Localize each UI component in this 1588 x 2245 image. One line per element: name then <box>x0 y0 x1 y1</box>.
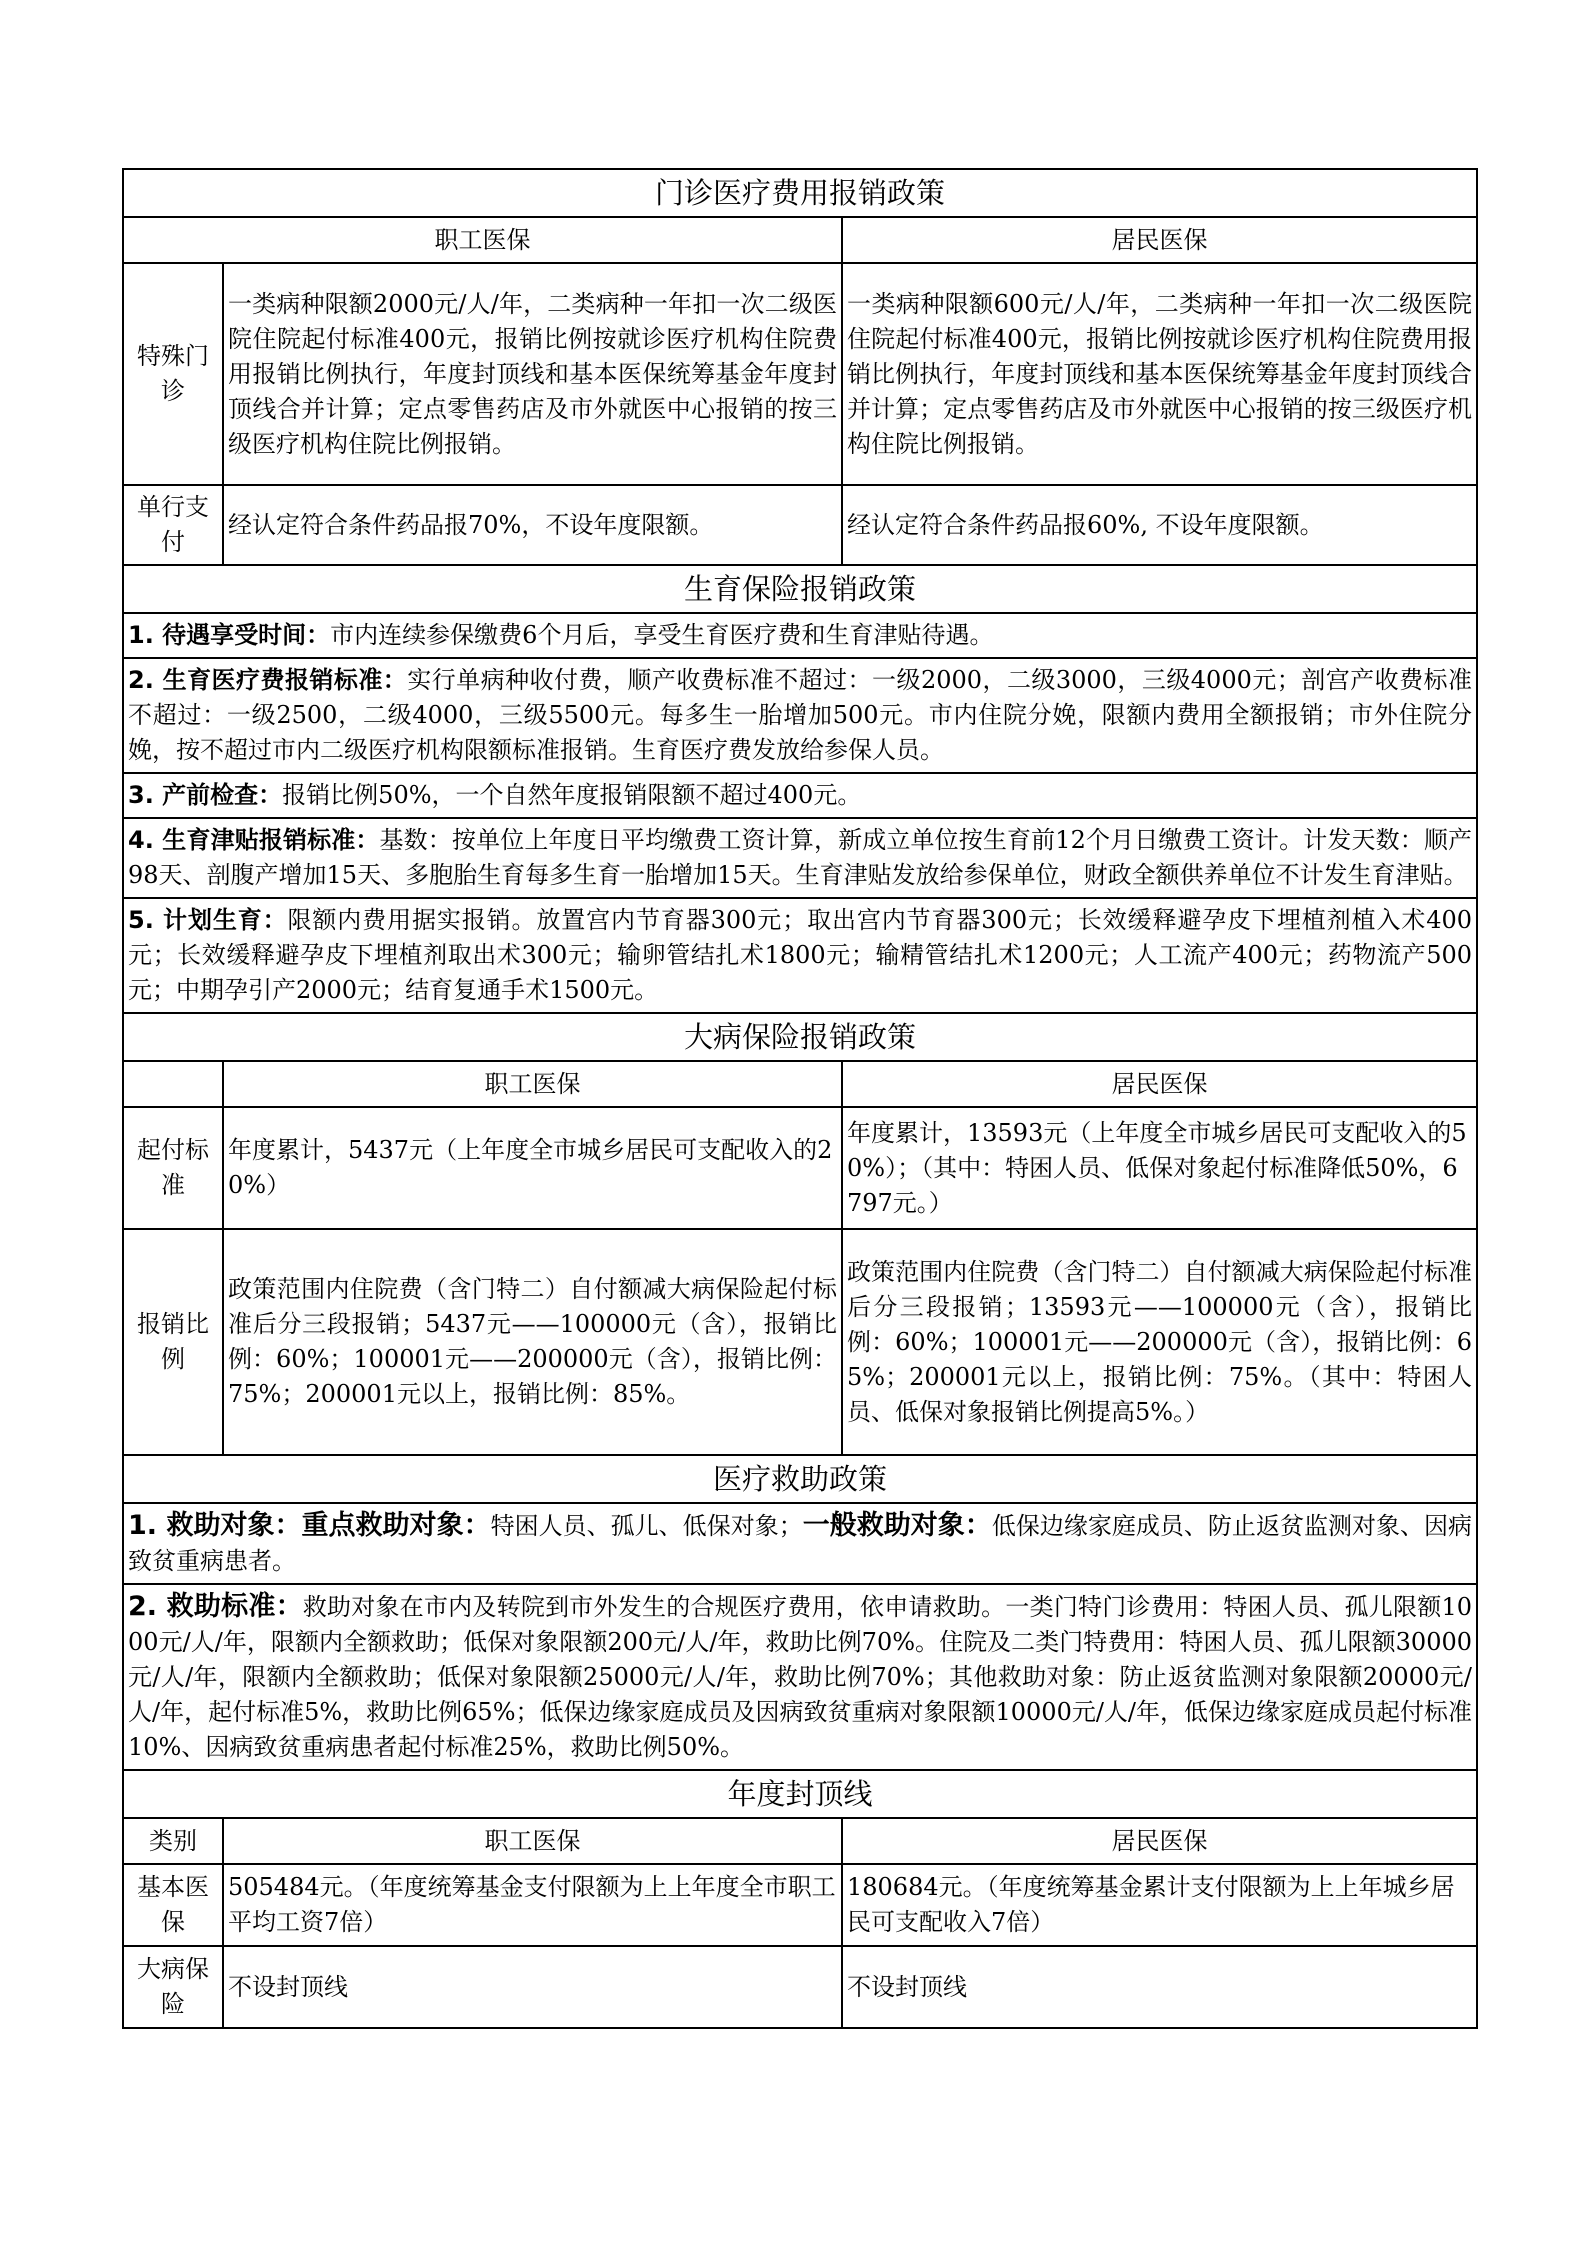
section-title-outpatient: 门诊医疗费用报销政策 <box>123 169 1477 217</box>
row-deductible <box>123 1107 1477 1229</box>
assistance-text: 救助对象在市内及转院到市外发生的合规医疗费用，依申请救助。一类门特门诊费用：特困人员、孤儿限额1000元/人/年，限额内全额救助；低保对象限额200元/人/年，救助比例70%。住院及二类门特费用：特困人员、孤儿限额30000元/人/年，限额内全额救助；低保对象限额25000元/人/年，救助比例70%；其他救助对象：防止返贫监测对象限额20000元/人/年，起付标准5%，救助比例65%；低保边缘家庭成员及因病致贫重病对象限额10000元/人/年，低保边缘家庭成员起付标准10%、因病致贫重病患者起付标准25%，救助比例50%。 <box>128 1593 1473 1761</box>
section-title-maternity: 生育保险报销政策 <box>123 565 1477 613</box>
cell-deductible-resident: 年度累计，13593元（上年度全市城乡居民可支配收入的50%）；（其中：特困人员、低保对象起付标准降低50%，6797元。） <box>842 1107 1477 1229</box>
assistance-item-1 <box>123 1503 1477 1584</box>
maternity-item-row <box>123 658 1477 773</box>
cell-special-employee: 一类病种限额2000元/人/年，二类病种一年扣一次二级医院住院起付标准400元，报销比例按就诊医疗机构住院费用报销比例执行，年度封顶线和基本医保统筹基金年度封顶线合并计算；定点零售药店及市外就医中心报销的按三级医疗机构住院比例报销。 <box>223 263 842 485</box>
maternity-item-text: 限额内费用据实报销。放置宫内节育器300元；取出宫内节育器300元；长效缓释避孕皮下埋植剂植入术400元；长效缓释避孕皮下埋植剂取出术300元；输卵管结扎术1800元；输精管结扎术1200元；人工流产400元；药物流产500元；中期孕引产2000元；结育复通手术1500元。 <box>128 906 1473 1004</box>
row-basic-cap <box>123 1864 1477 1946</box>
cell-critical-employee: 不设封顶线 <box>223 1946 842 2028</box>
column-header-resident: 居民医保 <box>842 1818 1477 1864</box>
maternity-item-label: 5. 计划生育： <box>128 906 288 934</box>
row-label-basic: 基本医保 <box>123 1864 223 1946</box>
column-header-employee: 职工医保 <box>123 217 842 263</box>
column-header-resident: 居民医保 <box>842 217 1477 263</box>
assistance-text: 低保边缘家庭成员、防止返贫监测对象、因病致贫重病患者。 <box>128 1512 1473 1575</box>
row-critical-cap <box>123 1946 1477 2028</box>
assistance-item-row <box>123 1503 1477 1584</box>
maternity-item-text: 实行单病种收付费，顺产收费标准不超过：一级2000，二级3000，三级4000元；剖宫产收费标准不超过：一级2500，二级4000，三级5500元。每多生一胎增加500元。市内住院分娩，限额内费用全额报销；市外住院分娩，按不超过市内二级医疗机构限额标准报销。生育医疗费发放给参保人员。 <box>128 666 1473 764</box>
assistance-label: 2. 救助标准： <box>128 1591 303 1622</box>
maternity-item-5 <box>123 898 1477 1013</box>
maternity-item-label: 3. 产前检查： <box>128 781 283 809</box>
column-header-category: 类别 <box>123 1818 223 1864</box>
maternity-item-row <box>123 898 1477 1013</box>
row-label-critical: 大病保险 <box>123 1946 223 2028</box>
maternity-item-text: 基数：按单位上年度日平均缴费工资计算，新成立单位按生育前12个月日缴费工资计。计发天数：顺产98天、剖腹产增加15天、多胞胎生育每多生育一胎增加15天。生育津贴发放给参保单位，财政全额供养单位不计发生育津贴。 <box>128 826 1473 889</box>
maternity-item-text: 报销比例50%，一个自然年度报销限额不超过400元。 <box>282 781 862 809</box>
cell-basic-employee: 505484元。（年度统筹基金支付限额为上上年度全市职工平均工资7倍） <box>223 1864 842 1946</box>
cell-single-pay-employee: 经认定符合条件药品报70%，不设年度限额。 <box>223 485 842 565</box>
maternity-item-label: 1. 待遇享受时间： <box>128 621 331 649</box>
assistance-label: 1. 救助对象： <box>128 1510 302 1541</box>
maternity-item-label: 4. 生育津贴报销标准： <box>128 826 380 854</box>
maternity-item-row <box>123 818 1477 898</box>
column-header-employee: 职工医保 <box>223 1061 842 1107</box>
section-assistance-title-row <box>123 1455 1477 1503</box>
section-title-critical: 大病保险报销政策 <box>123 1013 1477 1061</box>
cap-header-row <box>123 1818 1477 1864</box>
assistance-label: 重点救助对象： <box>301 1510 491 1541</box>
section-title-assistance: 医疗救助政策 <box>123 1455 1477 1503</box>
section-title-cap: 年度封顶线 <box>123 1770 1477 1818</box>
column-header-employee: 职工医保 <box>223 1818 842 1864</box>
cell-critical-resident: 不设封顶线 <box>842 1946 1477 2028</box>
column-header-resident: 居民医保 <box>842 1061 1477 1107</box>
section-outpatient-title-row <box>123 169 1477 217</box>
maternity-item-4 <box>123 818 1477 898</box>
section-critical-title-row <box>123 1013 1477 1061</box>
policy-document <box>122 168 1476 2029</box>
assistance-text: 特困人员、孤儿、低保对象； <box>490 1512 803 1540</box>
row-single-pay <box>123 485 1477 565</box>
maternity-item-2 <box>123 658 1477 773</box>
cell-ratio-employee: 政策范围内住院费（含门特二）自付额减大病保险起付标准后分三段报销；5437元——100000元（含），报销比例：60%；100001元——200000元（含），报销比例：75%；200001元以上，报销比例：85%。 <box>223 1229 842 1455</box>
section-cap-title-row <box>123 1770 1477 1818</box>
maternity-item-3 <box>123 773 1477 818</box>
column-header-blank <box>123 1061 223 1107</box>
assistance-label: 一般救助对象： <box>802 1510 992 1541</box>
maternity-item-text: 市内连续参保缴费6个月后，享受生育医疗费和生育津贴待遇。 <box>330 621 994 649</box>
row-label-special-outpatient: 特殊门诊 <box>123 263 223 485</box>
cell-ratio-resident: 政策范围内住院费（含门特二）自付额减大病保险起付标准后分三段报销；13593元——100000元（含），报销比例：60%；100001元——200000元（含），报销比例：65%；200001元以上，报销比例：75%。（其中：特困人员、低保对象报销比例提高5%。） <box>842 1229 1477 1455</box>
cell-single-pay-resident: 经认定符合条件药品报60%, 不设年度限额。 <box>842 485 1477 565</box>
maternity-item-1 <box>123 613 1477 658</box>
row-label-ratio: 报销比例 <box>123 1229 223 1455</box>
critical-header-row <box>123 1061 1477 1107</box>
maternity-item-label: 2. 生育医疗费报销标准： <box>128 666 408 694</box>
maternity-item-row <box>123 773 1477 818</box>
cell-deductible-employee: 年度累计，5437元（上年度全市城乡居民可支配收入的20%） <box>223 1107 842 1229</box>
outpatient-header-row <box>123 217 1477 263</box>
assistance-item-row <box>123 1584 1477 1770</box>
cell-special-resident: 一类病种限额600元/人/年，二类病种一年扣一次二级医院住院起付标准400元，报销比例按就诊医疗机构住院费用报销比例执行，年度封顶线和基本医保统筹基金年度封顶线合并计算；定点零售药店及市外就医中心报销的按三级医疗机构住院比例报销。 <box>842 263 1477 485</box>
row-ratio <box>123 1229 1477 1455</box>
row-special-outpatient <box>123 263 1477 485</box>
maternity-item-row <box>123 613 1477 658</box>
row-label-deductible: 起付标准 <box>123 1107 223 1229</box>
cell-basic-resident: 180684元。（年度统筹基金累计支付限额为上上年城乡居民可支配收入7倍） <box>842 1864 1477 1946</box>
section-maternity-title-row <box>123 565 1477 613</box>
policy-table <box>122 168 1478 2029</box>
row-label-single-pay: 单行支付 <box>123 485 223 565</box>
assistance-item-2 <box>123 1584 1477 1770</box>
